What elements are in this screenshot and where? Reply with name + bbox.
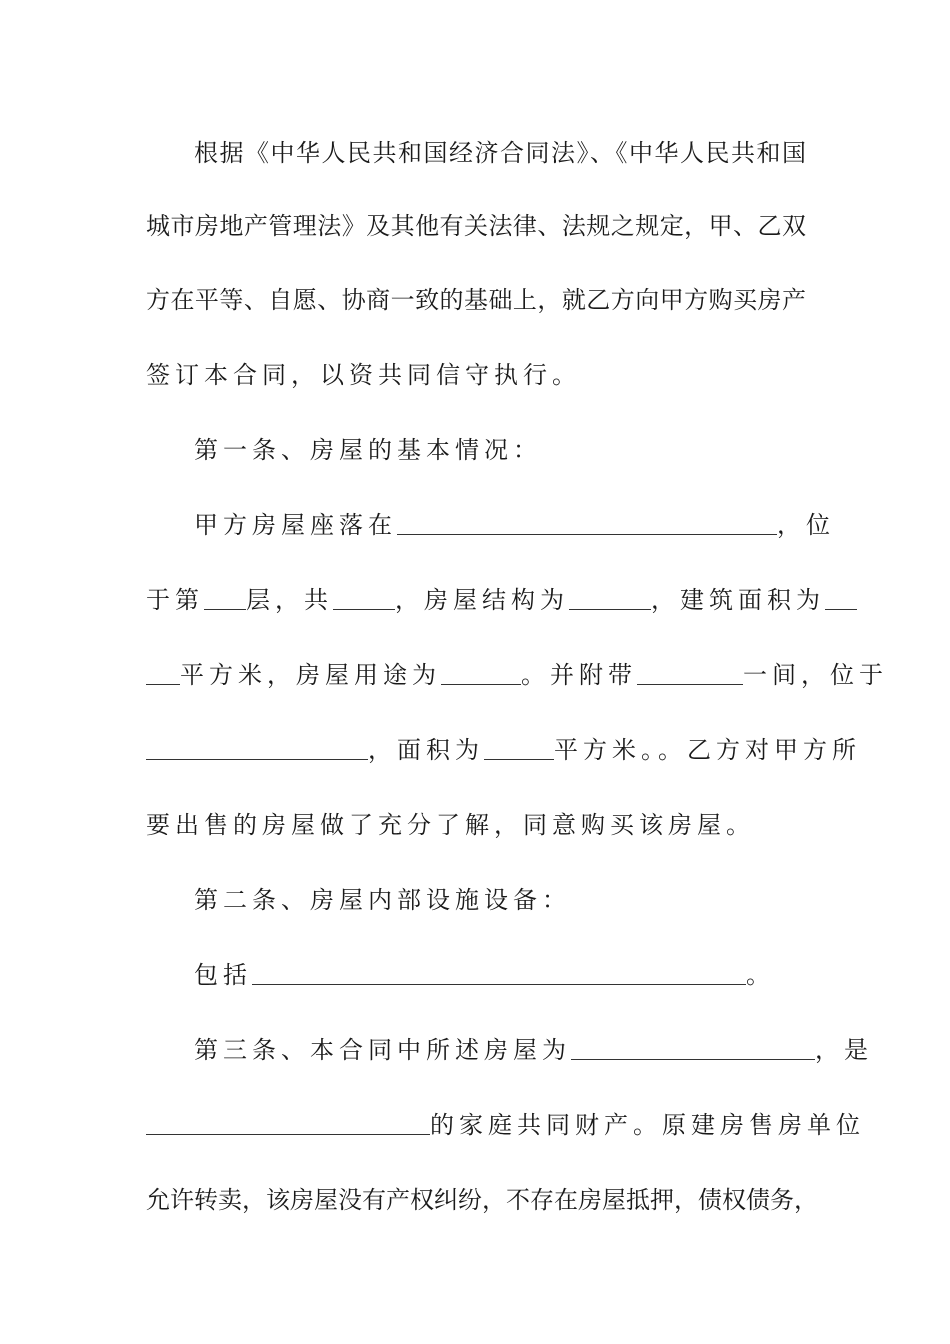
text-segment: ，是 — [815, 1036, 873, 1064]
article1-heading: 第一条、房屋的基本情况： — [194, 436, 542, 464]
intro-line-4: 签订本合同，以资共同信守执行。 — [146, 361, 581, 389]
article3-line-1 — [194, 1030, 873, 1070]
usage-blank — [441, 658, 521, 685]
facilities-blank — [252, 958, 746, 985]
article2-heading: 第二条、房屋内部设施设备： — [194, 886, 571, 914]
text-segment: 平方米，房屋用途为 — [180, 661, 441, 689]
text-segment: ，面积为 — [368, 736, 484, 764]
article1-line-3 — [146, 655, 888, 695]
text-segment: 第三条、本合同中所述房屋为 — [194, 1036, 571, 1064]
total-floors-blank — [333, 583, 395, 610]
text-segment: 。并附带 — [521, 661, 637, 689]
attachment-area-blank — [484, 733, 554, 760]
article1-line-4 — [146, 730, 861, 770]
family-blank — [146, 1108, 430, 1135]
article2-line-1 — [194, 955, 806, 995]
intro-line-2: 城市房地产管理法》及其他有关法律、法规之规定，甲、乙双 — [146, 212, 806, 240]
text-segment: 层，共 — [246, 586, 333, 614]
text-segment: 平方米。。乙方对甲方所 — [554, 736, 861, 764]
article3-line-3: 允许转卖，该房屋没有产权纠纷，不存在房屋抵押，债权债务， — [146, 1186, 818, 1214]
article1-line-2 — [146, 580, 825, 620]
intro-line-3: 方在平等、自愿、协商一致的基础上，就乙方向甲方购买房产 — [146, 286, 806, 314]
text-segment: 包括 — [194, 961, 252, 989]
attachment-location-blank — [146, 733, 368, 760]
text-segment: 于第 — [146, 586, 204, 614]
article1-line-1 — [194, 505, 835, 545]
floor-blank — [204, 583, 246, 610]
structure-blank — [569, 583, 651, 610]
attachment-blank — [637, 658, 743, 685]
text-segment: 的家庭共同财产。原建房售房单位 — [430, 1111, 865, 1139]
text-segment: 。 — [746, 961, 775, 989]
text-segment: ，房屋结构为 — [395, 586, 569, 614]
article1-line-5: 要出售的房屋做了充分了解，同意购买该房屋。 — [146, 811, 755, 839]
area-blank-a — [825, 583, 857, 610]
text-segment: ，位 — [777, 511, 835, 539]
owner-blank — [571, 1033, 815, 1060]
area-blank-b — [146, 658, 180, 685]
article3-line-2 — [146, 1105, 865, 1145]
location-blank — [397, 508, 777, 535]
text-segment: ，建筑面积为 — [651, 586, 825, 614]
text-segment: 一间，位于 — [743, 661, 888, 689]
intro-line-1: 根据《中华人民共和国经济合同法》、《中华人民共和国 — [194, 139, 806, 167]
text-segment: 甲方房屋座落在 — [194, 511, 397, 539]
